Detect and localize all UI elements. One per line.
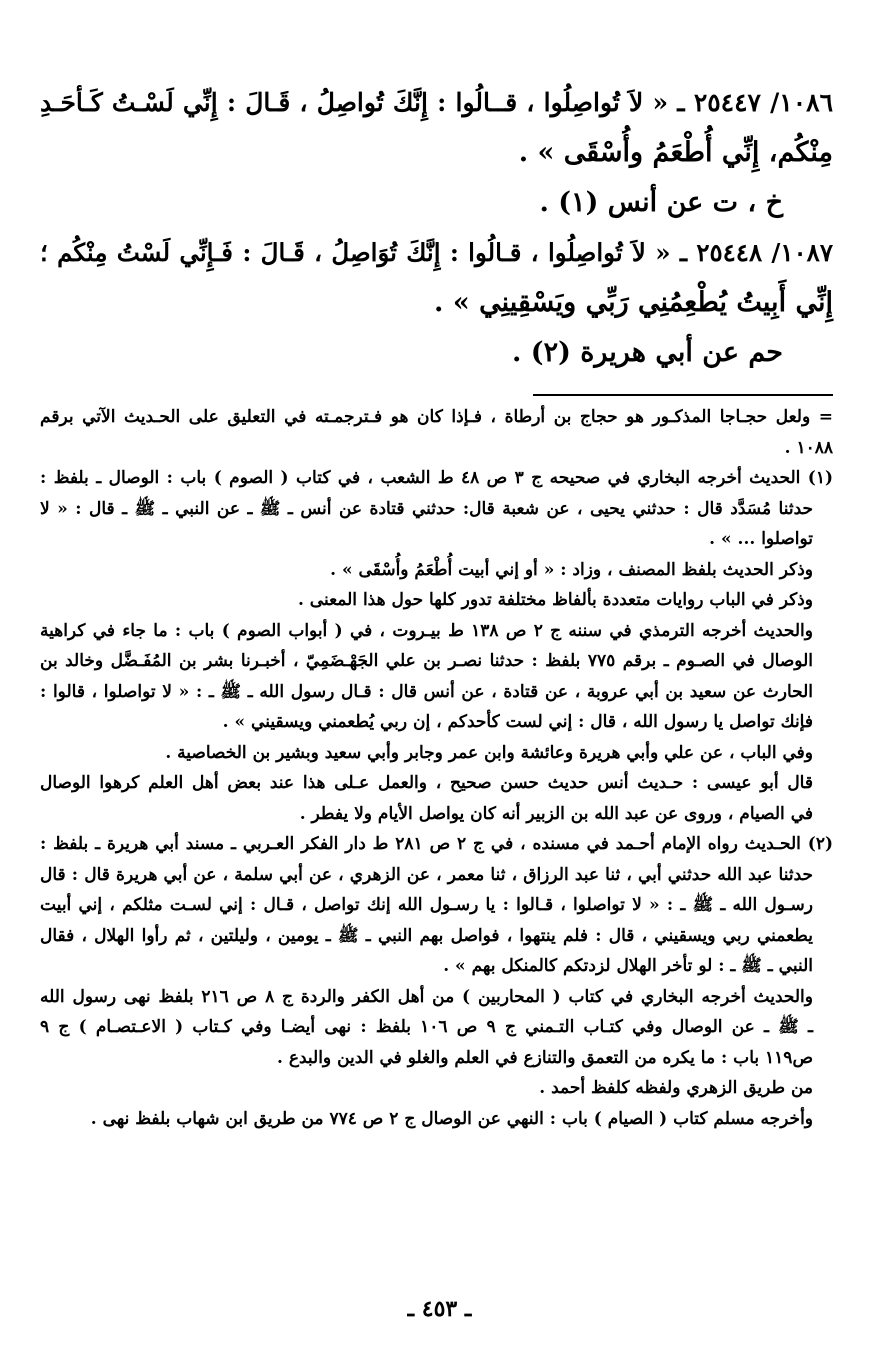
footnote-line: وذكر في الباب روايات متعددة بألفاظ مختلفة تدور كلها حول هذا المعنى . xyxy=(297,590,813,610)
footnote-line: النبي ـ ﷺ ـ : لو تأخر الهلال لزدتكم كالمنكل بهم » . xyxy=(443,956,813,976)
page-number: ـ ٤٥٣ ـ xyxy=(407,1296,472,1322)
footnote-line: ١٠٨٨ . xyxy=(784,437,833,458)
footnote-line: وأخرجه مسلم كتاب ( الصيام ) باب : النهي عن الوصال ج ٢ ص ٧٧٤ من طريق ابن شهاب بلفظ نهى . xyxy=(90,1108,813,1129)
footnote-line: = ولعل حجـاجا المذكـور هو حجاج بن أرطاة ، فـإذا كان هو فـترجمـته في التعليق على الحـديث الآتي برقم xyxy=(40,407,833,427)
hadith-1087-line-2: إِنِّي أَبِيتُ يُطْعِمُنِي رَبِّي ويَسْقِينِي » . xyxy=(434,287,833,318)
footnote-line: من طريق الزهري ولفظه كلفظ أحمد . xyxy=(539,1078,813,1098)
footnote-line: حدثنا عبد الله حدثني أبي ، ثنا عبد الرزاق ، ثنا معمر ، عن الزهري ، عن أبي سلمة ، عن أبي هريرة قال : قال xyxy=(40,864,813,885)
hadith-1086-line-2: مِنْكُم، إِنِّي أُطْعَمُ وأُسْقَى » . xyxy=(518,137,833,168)
footnote-line: وفي الباب ، عن علي وأبي هريرة وعائشة وابن عمر وجابر وأبي سعيد وبشير بن الخصاصية . xyxy=(165,742,813,763)
footnote-separator xyxy=(533,394,833,396)
footnote-line: تواصلوا ... » . xyxy=(709,529,813,549)
footnote-line: الوصال في الصـوم ـ برقم ٧٧٥ بلفظ : حدثنا نصـر بن علي الجَهْـضَمِيّ ، أخبـرنا بشر بن المُفَـضَّل وخالد بن xyxy=(40,651,813,671)
footnote-line: فإنك تواصل يا رسول الله ، قال : إني لست كأحدكم ، إن ربي يُطعمني ويسقيني » . xyxy=(222,712,813,732)
footnote-line: يطعمني ربي ويسقيني ، قال : فلم ينتهوا ، فواصل بهم النبي ـ ﷺ ـ يومين ، وليلتين ، ثم رأوا الهلال ، فقال xyxy=(40,925,813,946)
footnote-line: ص١١٩ باب : ما يكره من التعمق والتنازع في العلم والغلو في الدين والبدع . xyxy=(277,1047,813,1068)
footnote-line: (٢) الحـديث رواه الإمام أحـمد في مسنده ، في ج ٢ ص ٢٨١ ط دار الفكر العـربي ـ مسند أبي هريرة ـ بلفظ : xyxy=(40,834,834,854)
hadith-1087-source: حم عن أبي هريرة (٢) . xyxy=(511,337,783,368)
hadith-1086-line-1: ١٠٨٦/ ٢٥٤٤٧ ـ « لاَ تُواصِلُوا ، قــالُوا : إِنَّكَ تُواصِلُ ، قَـالَ : إِنِّي لَسْـتُ كَـأحَـدِ xyxy=(40,88,833,117)
footnote-line: رسـول الله ـ ﷺ ـ : « لا تواصلوا ، قـالوا : يا رسـول الله إنك تواصل ، قـال : إني لسـت مثلكم ، إني أبيت xyxy=(40,895,813,915)
footnotes-block xyxy=(40,402,833,1134)
footnote-line: والحديث أخرجه البخاري في كتاب ( المحاربين ) من أهل الكفر والردة ج ٨ ص ٢١٦ بلفظ نهى رسول الله xyxy=(40,986,813,1007)
footnote-line: (١) الحديث أخرجه البخاري في صحيحه ج ٣ ص ٤٨ ط الشعب ، في كتاب ( الصوم ) باب : الوصال ـ بلفظ : xyxy=(40,468,834,488)
hadith-1086-source: خ ، ت عن أنس (١) . xyxy=(539,187,783,218)
footnote-line: ـ ﷺ ـ عن الوصال وفي كتـاب التـمني ج ٩ ص ١٠٦ بلفظ : نهى أيضـا وفي كـتاب ( الاعـتصـام ) ج ٩ xyxy=(40,1017,813,1037)
footnote-line: في الصيام ، وروى عن عبد الله بن الزبير أنه كان يواصل الأيام ولا يفطر . xyxy=(299,803,813,824)
footnote-line: والحديث أخرجه الترمذي في سننه ج ٢ ص ١٣٨ ط بيـروت ، في ( أبواب الصوم ) باب : ما جاء في كراهية xyxy=(40,620,813,641)
footnote-line: وذكر الحديث بلفظ المصنف ، وزاد : « أو إني أبيت أُطْعَمُ وأُسْقَى » . xyxy=(330,559,813,580)
footnote-line: حدثنا مُسَدَّد قال : حدثني يحيى ، عن شعبة قال: حدثني قتادة عن أنس ـ ﷺ ـ عن النبي ـ ﷺ ـ قال : « لا xyxy=(40,498,813,519)
hadith-text-block xyxy=(40,78,833,378)
footnote-line: الحارث عن سعيد بن أبي عروبة ، عن قتادة ، عن أنس قال : قـال رسول الله ـ ﷺ ـ : « لا تواصلوا ، قالوا : xyxy=(40,681,813,702)
footnote-line: قال أبو عيسى : حـديث أنس حديث حسن صحيح ، والعمل عـلى هذا عند بعض أهل العلم كرهوا الوصال xyxy=(40,773,813,793)
hadith-1087-line-1: ١٠٨٧/ ٢٥٤٤٨ ـ « لاَ تُواصِلُوا ، قـالُوا : إِنَّكَ تُوَاصِلُ ، قَـالَ : فَـإِنِّي لَسْتُ مِنْكُم ؛ xyxy=(40,238,833,267)
